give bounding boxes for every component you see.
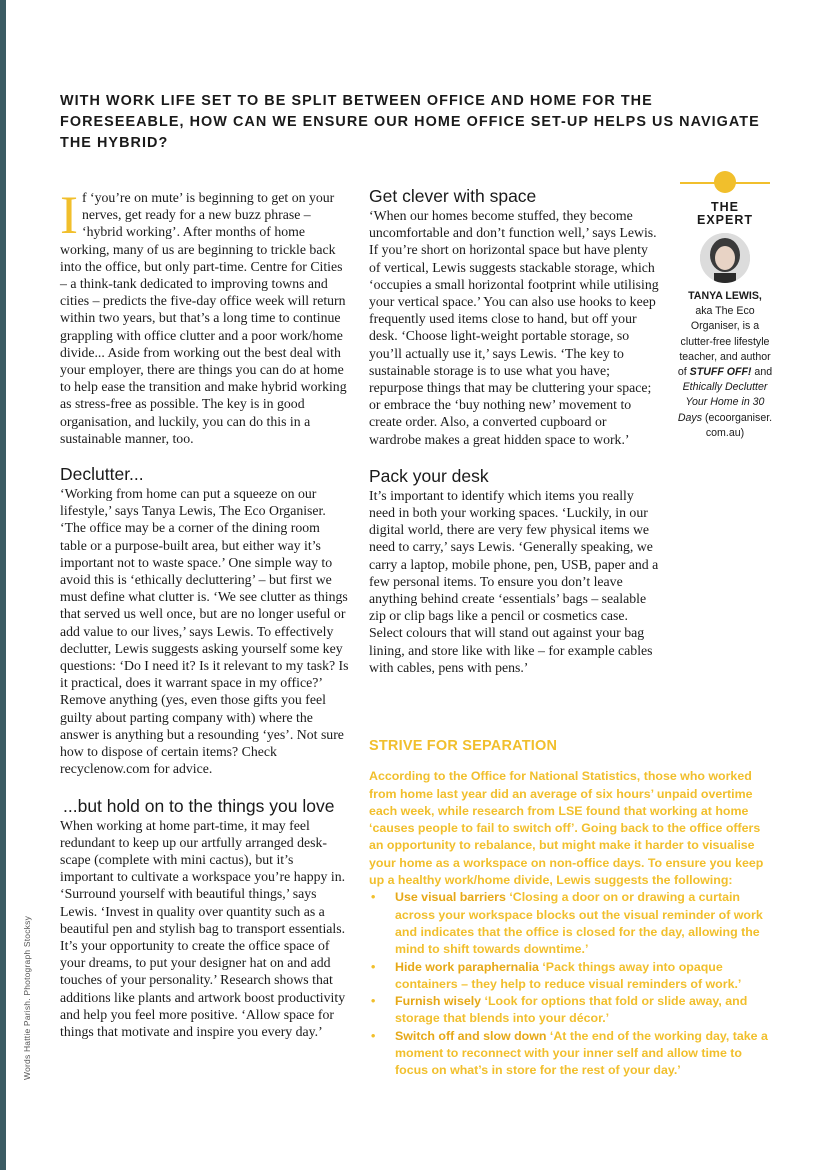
pack-desk-paragraph: It’s important to identify which items you really need in both your working spaces. ‘Luckily, in our digital world, there are very few physical items we need to carry,’ says Lewis. ‘Generally speaking, we carry a laptop, mobile phone, pen, USB, paper and a few personal items. To ensure you don’t leave anything behind create ‘essentials’ bags – sealable zip or clip bags like a pencil or cosmetics case. Select colours that will stand out against your bag lining, and store like with like – for example cables with cables, pens with pens.’ (369, 487, 659, 675)
list-item (369, 959, 769, 994)
expert-bio-text: aka The Eco Organiser, is a clutter-free lifestyle teacher, and author of (677, 305, 771, 379)
expert-label: THE EXPERT (696, 200, 753, 227)
list-item (369, 1028, 769, 1080)
heading-clever-space: Get clever with space (369, 186, 537, 206)
declutter-paragraph: ‘Working from home can put a squeeze on our lifestyle,’ says Tanya Lewis, The Eco Organiser. ‘The office may be a corner of the dining room table or a purpose-built area, but either way it’s important not to waste space.’ One simple way to avoid this is ‘ethically decluttering’ – but first we must define what clutter is. ‘We see clutter as things that served us well once, but are no longer useful or add value to our lives,’ says Lewis. To effectively declutter, Lewis suggests asking yourself some key questions: ‘Do I need it? Is it relevant to my task? Is it practical, does it warrant space in my office?’ Remove anything (yes, even those gifts you feel guilty about parting company with) where the answer is anything but a resounding ‘yes’. Not sure how to dispose of certain items? Check recyclenow.com for advice. (60, 486, 349, 777)
bullet-text: ‘At the end of the working day, take a moment to reconnect with your inner self and allow time to focus on what’s in store for the rest of your day.’ (395, 1028, 768, 1078)
strive-heading: STRIVE FOR SEPARATION (369, 738, 558, 754)
bullet-term: Hide work paraphernalia (395, 959, 539, 974)
list-item (369, 889, 769, 958)
hold-on-paragraph: When working at home part-time, it may feel redundant to keep up our artfully arranged desk-scape (complete with mini cactus), but it’s important to cultivate a workspace you’re happy in. ‘Surround yourself with beautiful things,’ says Lewis. ‘Invest in quality over quantity such as a beautiful pen and stylish bag to transport essentials. It’s your opportunity to create the office space of your dreams, to put your designer hat on and add touches of your personality.’ Research shows that additions like plants and artwork boost productivity and help you feel more positive. ‘Allow space for things that motivate and inspire you every day.’ (60, 817, 346, 1039)
photo-credit: Words Hattie Parish. Photograph Stocksy (22, 915, 32, 1080)
drop-cap: I (60, 185, 78, 245)
strive-intro: According to the Office for National Statistics, those who worked from home last year did an average of six hours’ unpaid overtime each week, while research from LSE found that working at home ‘causes people to fail to switch off’. Going back to the office offers an opportunity to rebalance, but might make it harder to visualise your home as a workspace on non-office days. To ensure you keep up a healthy work/home divide, Lewis suggests the following: (369, 769, 764, 888)
intro-paragraph (60, 185, 350, 447)
expert-and: and (754, 366, 773, 379)
heading-hold-on: ...but hold on to the things you love (63, 795, 335, 816)
expert-name: TANYA LEWIS, (688, 290, 762, 302)
accent-dot-icon (714, 171, 736, 193)
bullet-text: ‘Look for options that fold or slide away, and storage that blends into your décor.’ (395, 994, 748, 1026)
bullet-term: Furnish wisely (395, 994, 482, 1009)
bullet-text: ‘Pack things away into opaque containers – they help to reduce visual reminders of work.’ (395, 959, 742, 991)
expert-bio (675, 289, 775, 441)
expert-sidebar (675, 171, 775, 441)
standfirst: WITH WORK LIFE SET TO BE SPLIT BETWEEN OFFICE AND HOME FOR THE FORESEEABLE, HOW CAN WE ENSURE OUR HOME OFFICE SET-UP HELPS US NAVIGATE THE HYBRID? (60, 93, 760, 151)
expert-avatar (700, 233, 750, 283)
strive-list (369, 889, 769, 1079)
bullet-term: Switch off and slow down (395, 1028, 547, 1043)
expert-website: (ecoorganiser. com.au) (704, 411, 773, 439)
page-edge-strip (0, 0, 6, 1170)
portrait-icon (700, 233, 750, 283)
heading-declutter: Declutter... (60, 464, 144, 485)
strive-box (369, 738, 769, 1080)
column-middle (369, 186, 659, 676)
intro-text: f ‘you’re on mute’ is beginning to get on your nerves, get ready for a new buzz phrase – ‘hybrid working’. After months of home working, many of us are beginning to trickle back into the office, but only part-time. Centre for Cities – a think-tank dedicated to improving towns and cities – predicts the five-day office week will return within two years, but that’s a long time to continue grappling with office clutter and a poor work/home divide... Aside from working out the best deal with your employer, there are things you can do at home to help ease the transition and make hybrid working as stress-free as possible. The key is in good organisation, and luckily, you can do this in a sustainable manner, too. (60, 190, 347, 446)
list-item (369, 993, 769, 1028)
heading-pack-desk: Pack your desk (369, 465, 489, 486)
bullet-text: ‘Closing a door on or drawing a curtain across your workspace blocks out the visual reminder of work and indicates that the office is closed for the day, allowing the mind to shift towards downtime.’ (395, 890, 763, 957)
expert-book-2: Ethically Declutter Your Home in 30 Days (677, 381, 768, 424)
clever-space-paragraph: ‘When our homes become stuffed, they become uncomfortable and don’t function well,’ says Lewis. If you’re short on horizontal space but have plenty of vertical, Lewis suggests stackable storage, which ‘occupies a small horizontal footprint while utilising your vertical space.’ You can also use hooks to keep frequently used items close to hand, but off your desk. ‘Choose light-weight portable storage, so you’ll actually use it,’ says Lewis. ‘The key to sustainable storage is to use what you have; repurpose things that may be cluttering your space; or embrace the ‘buy nothing new’ movement to create order. Also, a converted cupboard or wardrobe makes a great hidden space to work.’ (369, 208, 659, 447)
expert-book-1: STUFF OFF! (689, 366, 752, 379)
bullet-term: Use visual barriers (395, 890, 506, 905)
column-left (60, 185, 350, 1040)
